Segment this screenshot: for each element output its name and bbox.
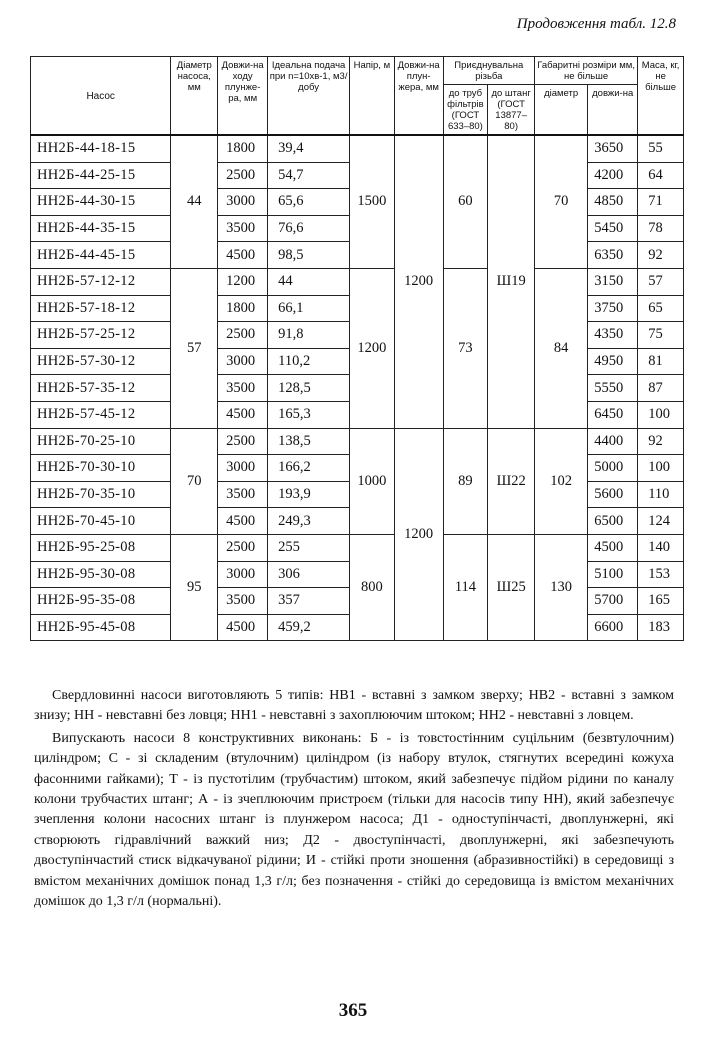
pump-name: НН2Б-95-35-08 <box>31 588 171 615</box>
stroke-length: 4500 <box>218 508 268 535</box>
pump-diameter: 95 <box>171 534 218 640</box>
rod-thread: Ш22 <box>488 428 535 534</box>
mass: 153 <box>638 561 684 588</box>
ideal-flow: 249,3 <box>268 508 350 535</box>
mass: 65 <box>638 295 684 322</box>
note-pump-designs: Випускають насоси 8 конструктивних виконань: Б - із товстостінним суцільним (безвтулочним) циліндром; С - зі складеним (втулочним) циліндром (із набору втулок, стягнутих всередині кожуха фасонними гайками); Т - із пустотілим (трубчастим) штоком, який забезпечує підйом рідини по каналу колони трубчастих штанг; А - із зчеплюючим пристроєм (тільки для насосів типу НН), який забезпечує зчеплення колони насосних штанг із плунжером насоса; Д1 - одноступінчасті, двоплунжерні, які створюють гідравлічний важкий низ; Д2 - двоступінчасті, двоплунжерні, які забезпечують двоступінчастий стиск відкачуваної рідини; И - стійкі проти зношення (абразивностійкі) в середовищі з вмістом механічних домішок понад 1,3 г/л; без позначення - стійкі до середовища із вмістом механічних домішок до 1,3 г/л (нормальні). <box>34 730 674 910</box>
pump-name: НН2Б-70-35-10 <box>31 481 171 508</box>
ideal-flow: 98,5 <box>268 242 350 269</box>
stroke-length: 3000 <box>218 189 268 216</box>
pump-name: НН2Б-57-45-12 <box>31 401 171 428</box>
stroke-length: 1800 <box>218 295 268 322</box>
header-plunger-length: Довжи-на плун-жера, мм <box>394 57 443 136</box>
overall-length: 6350 <box>588 242 638 269</box>
overall-diameter: 70 <box>535 135 588 268</box>
pump-name: НН2Б-44-45-15 <box>31 242 171 269</box>
head: 1000 <box>350 428 395 534</box>
ideal-flow: 459,2 <box>268 614 350 641</box>
overall-diameter: 102 <box>535 428 588 534</box>
header-head: Напір, м <box>350 57 395 136</box>
stroke-length: 3500 <box>218 588 268 615</box>
tubing-thread: 114 <box>443 534 488 640</box>
head: 800 <box>350 534 395 640</box>
header-stroke: Довжи-на ходу плунже-ра, мм <box>218 57 268 136</box>
mass: 78 <box>638 215 684 242</box>
mass: 100 <box>638 455 684 482</box>
table-row <box>31 268 684 295</box>
stroke-length: 2500 <box>218 428 268 455</box>
pump-name: НН2Б-44-25-15 <box>31 162 171 189</box>
ideal-flow: 165,3 <box>268 401 350 428</box>
stroke-length: 3500 <box>218 215 268 242</box>
pump-name: НН2Б-44-35-15 <box>31 215 171 242</box>
rod-thread: Ш19 <box>488 135 535 428</box>
overall-length: 4850 <box>588 189 638 216</box>
header-dims-length: довжи-на <box>588 85 638 136</box>
mass: 100 <box>638 401 684 428</box>
pump-name: НН2Б-57-25-12 <box>31 322 171 349</box>
pump-spec-table <box>30 56 684 641</box>
pump-diameter: 44 <box>171 135 218 268</box>
ideal-flow: 193,9 <box>268 481 350 508</box>
pump-name: НН2Б-70-45-10 <box>31 508 171 535</box>
overall-length: 3650 <box>588 135 638 162</box>
stroke-length: 3000 <box>218 561 268 588</box>
pump-name: НН2Б-70-30-10 <box>31 455 171 482</box>
table-caption: Продовження табл. 12.8 <box>516 16 676 32</box>
stroke-length: 2500 <box>218 162 268 189</box>
pump-name: НН2Б-95-25-08 <box>31 534 171 561</box>
pump-name: НН2Б-57-12-12 <box>31 268 171 295</box>
rod-thread: Ш25 <box>488 534 535 640</box>
ideal-flow: 110,2 <box>268 348 350 375</box>
stroke-length: 4500 <box>218 242 268 269</box>
overall-length: 4500 <box>588 534 638 561</box>
header-flow: Ідеальна подача при n=10хв-1, м3/добу <box>268 57 350 136</box>
pump-name: НН2Б-95-30-08 <box>31 561 171 588</box>
table-body <box>31 135 684 641</box>
mass: 92 <box>638 242 684 269</box>
stroke-length: 1800 <box>218 135 268 162</box>
overall-length: 4200 <box>588 162 638 189</box>
overall-diameter: 84 <box>535 268 588 428</box>
ideal-flow: 39,4 <box>268 135 350 162</box>
plunger-length: 1200 <box>394 135 443 428</box>
table-row <box>31 428 684 455</box>
stroke-length: 4500 <box>218 401 268 428</box>
mass: 57 <box>638 268 684 295</box>
overall-length: 5600 <box>588 481 638 508</box>
pump-name: НН2Б-57-18-12 <box>31 295 171 322</box>
overall-length: 5100 <box>588 561 638 588</box>
head: 1200 <box>350 268 395 428</box>
tubing-thread: 60 <box>443 135 488 268</box>
page-number: 365 <box>338 1000 368 1021</box>
pump-name: НН2Б-57-30-12 <box>31 348 171 375</box>
overall-length: 6600 <box>588 614 638 641</box>
overall-length: 6450 <box>588 401 638 428</box>
pump-name: НН2Б-57-35-12 <box>31 375 171 402</box>
header-diameter: Діаметр насоса, мм <box>171 57 218 136</box>
pump-name: НН2Б-95-45-08 <box>31 614 171 641</box>
pump-name: НН2Б-70-25-10 <box>31 428 171 455</box>
overall-length: 5700 <box>588 588 638 615</box>
table-row <box>31 135 684 162</box>
table-row <box>31 534 684 561</box>
ideal-flow: 306 <box>268 561 350 588</box>
ideal-flow: 357 <box>268 588 350 615</box>
overall-length: 3750 <box>588 295 638 322</box>
stroke-length: 3000 <box>218 348 268 375</box>
stroke-length: 3500 <box>218 481 268 508</box>
mass: 81 <box>638 348 684 375</box>
ideal-flow: 76,6 <box>268 215 350 242</box>
mass: 140 <box>638 534 684 561</box>
overall-length: 5550 <box>588 375 638 402</box>
stroke-length: 3500 <box>218 375 268 402</box>
mass: 75 <box>638 322 684 349</box>
ideal-flow: 255 <box>268 534 350 561</box>
ideal-flow: 44 <box>268 268 350 295</box>
ideal-flow: 66,1 <box>268 295 350 322</box>
mass: 55 <box>638 135 684 162</box>
pump-name: НН2Б-44-18-15 <box>31 135 171 162</box>
mass: 64 <box>638 162 684 189</box>
mass: 110 <box>638 481 684 508</box>
stroke-length: 2500 <box>218 322 268 349</box>
overall-length: 3150 <box>588 268 638 295</box>
tubing-thread: 73 <box>443 268 488 428</box>
overall-diameter: 130 <box>535 534 588 640</box>
overall-length: 5000 <box>588 455 638 482</box>
stroke-length: 3000 <box>218 455 268 482</box>
mass: 92 <box>638 428 684 455</box>
header-dims-diameter: діаметр <box>535 85 588 136</box>
mass: 183 <box>638 614 684 641</box>
header-dimensions: Габаритні розміри мм, не більше <box>535 57 638 85</box>
note-pump-types: Свердловинні насоси виготовляють 5 типів: НВ1 - вставні з замком зверху; НВ2 - вставні з замком знизу; НН - невставні без ловця; НН1 - невставні з захоплюючим штоком; НН2 - невставні з ловцем. <box>34 688 674 724</box>
overall-length: 4350 <box>588 322 638 349</box>
ideal-flow: 65,6 <box>268 189 350 216</box>
pump-name: НН2Б-44-30-15 <box>31 189 171 216</box>
mass: 87 <box>638 375 684 402</box>
stroke-length: 4500 <box>218 614 268 641</box>
ideal-flow: 138,5 <box>268 428 350 455</box>
tubing-thread: 89 <box>443 428 488 534</box>
header-thread-tubing: до труб фільтрів (ГОСТ 633–80) <box>443 85 488 136</box>
header-thread-rod: до штанг (ГОСТ 13877–80) <box>488 85 535 136</box>
mass: 165 <box>638 588 684 615</box>
plunger-length: 1200 <box>394 428 443 641</box>
ideal-flow: 128,5 <box>268 375 350 402</box>
overall-length: 5450 <box>588 215 638 242</box>
ideal-flow: 91,8 <box>268 322 350 349</box>
mass: 71 <box>638 189 684 216</box>
mass: 124 <box>638 508 684 535</box>
stroke-length: 2500 <box>218 534 268 561</box>
overall-length: 4950 <box>588 348 638 375</box>
table-header <box>31 57 684 136</box>
head: 1500 <box>350 135 395 268</box>
header-thread: Приєднувальна різьба <box>443 57 534 85</box>
header-mass: Маса, кг, не більше <box>638 57 684 136</box>
stroke-length: 1200 <box>218 268 268 295</box>
pump-diameter: 70 <box>171 428 218 534</box>
notes <box>34 686 674 914</box>
pump-diameter: 57 <box>171 268 218 428</box>
overall-length: 4400 <box>588 428 638 455</box>
ideal-flow: 54,7 <box>268 162 350 189</box>
header-pump: Насос <box>31 57 171 136</box>
overall-length: 6500 <box>588 508 638 535</box>
ideal-flow: 166,2 <box>268 455 350 482</box>
